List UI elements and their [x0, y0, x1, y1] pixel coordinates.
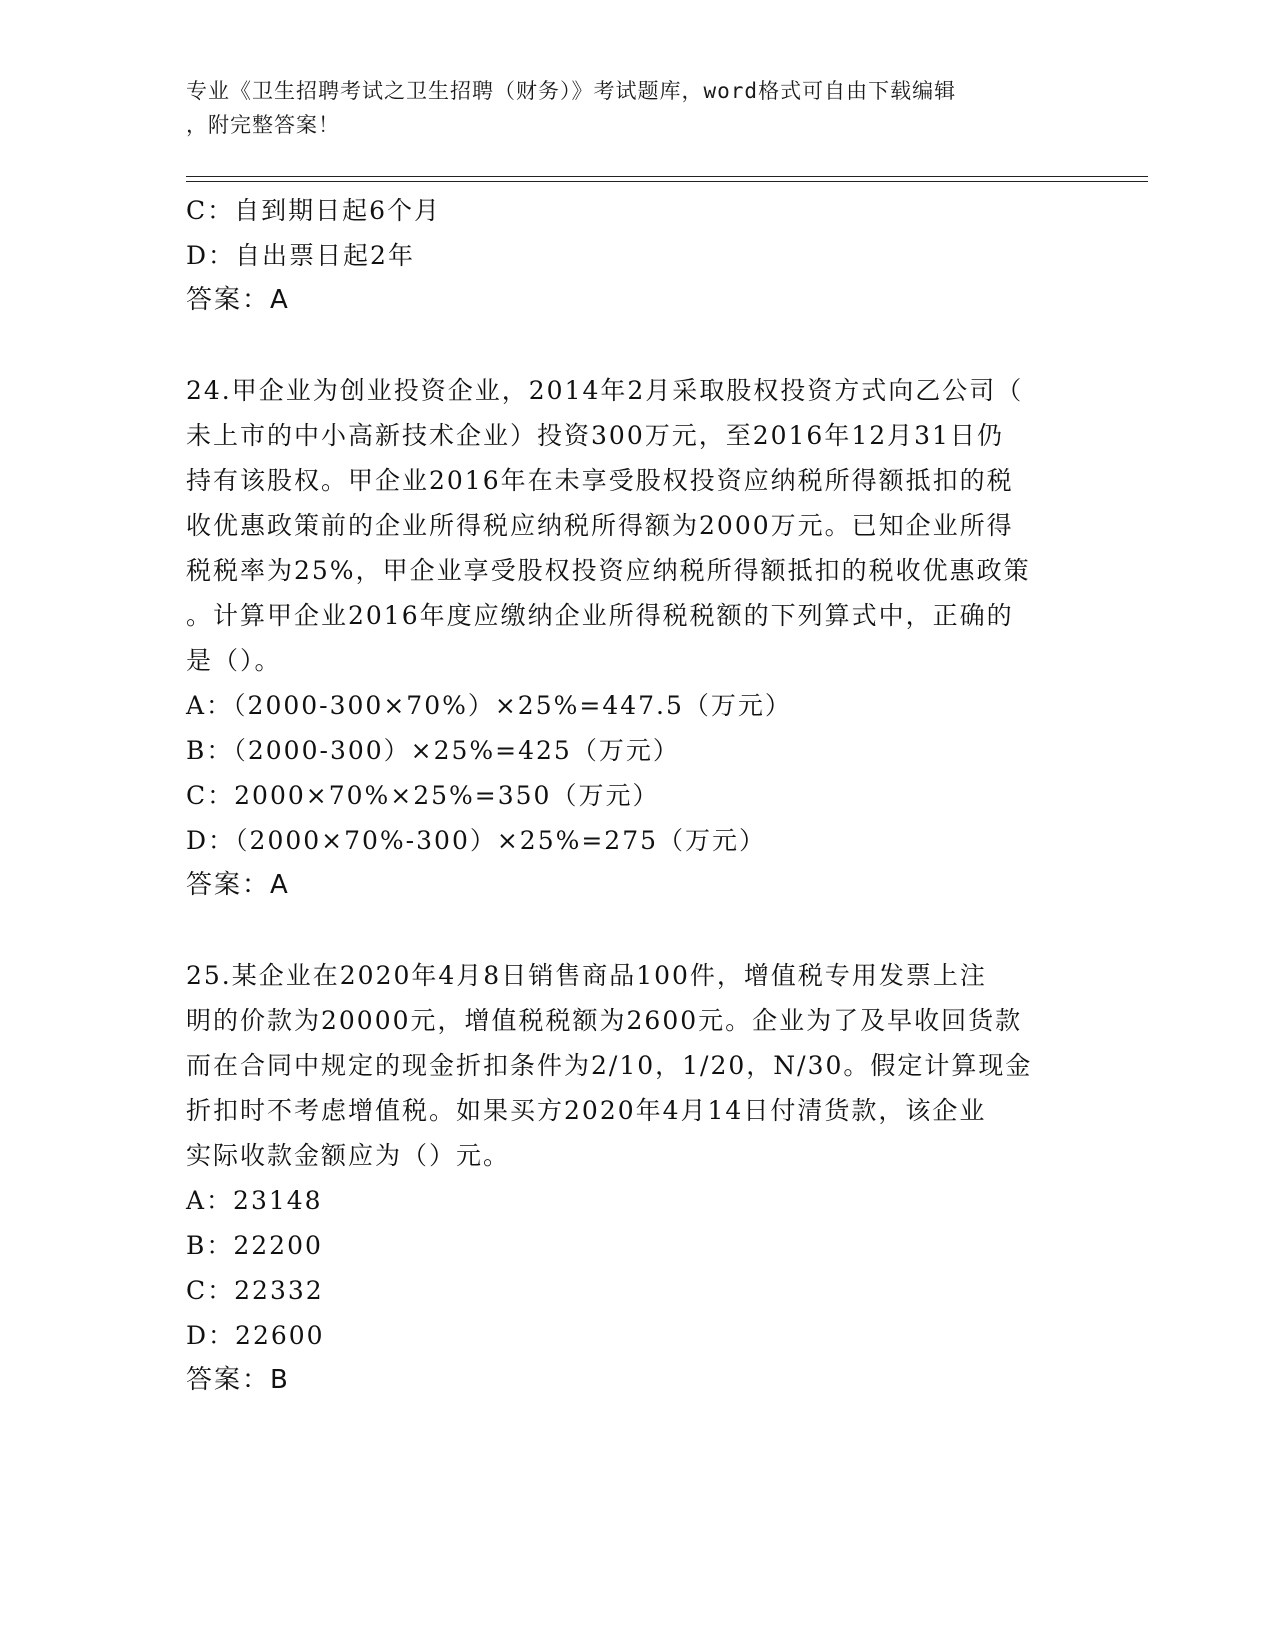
- question-stem-line: 而在合同中规定的现金折扣条件为2/10，1/20，N/30。假定计算现金: [186, 1051, 1033, 1080]
- question-stem-line: 明的价款为20000元，增值税税额为2600元。企业为了及早收回货款: [186, 1006, 1023, 1035]
- option-b: B：（2000-300）×25%=425（万元）: [186, 736, 680, 765]
- question-stem-line: 收优惠政策前的企业所得税应纳税所得额为2000万元。已知企业所得: [186, 511, 1014, 540]
- question-stem-line: 持有该股权。甲企业2016年在未享受股权投资应纳税所得额抵扣的税: [186, 466, 1014, 495]
- answer-line: 答案：A: [186, 285, 290, 315]
- header-line-1: 专业《卫生招聘考试之卫生招聘（财务）》考试题库，word格式可自由下载编辑: [186, 79, 957, 103]
- option-d: D：自出票日起2年: [186, 241, 415, 270]
- option-a: A：（2000-300×70%）×25%=447.5（万元）: [186, 691, 792, 720]
- spacer: [186, 323, 1066, 368]
- option-c: C：2000×70%×25%=350（万元）: [186, 781, 660, 810]
- answer-line: 答案：A: [186, 870, 290, 900]
- option-c: C：22332: [186, 1276, 324, 1305]
- question-stem-line: 24.甲企业为创业投资企业，2014年2月采取股权投资方式向乙公司（: [186, 376, 1024, 405]
- question-25: [186, 953, 1066, 1403]
- question-stem-line: 税税率为25%，甲企业享受股权投资应纳税所得额抵扣的税收优惠政策: [186, 556, 1031, 585]
- question-stem-line: 折扣时不考虑增值税。如果买方2020年4月14日付清货款，该企业: [186, 1096, 987, 1125]
- option-b: B：22200: [186, 1231, 323, 1260]
- header-divider: [186, 176, 1148, 182]
- question-23: [186, 188, 1066, 323]
- question-stem-line: 未上市的中小高新技术企业）投资300万元，至2016年12月31日仍: [186, 421, 1004, 450]
- spacer: [186, 908, 1066, 953]
- option-d: D：（2000×70%-300）×25%=275（万元）: [186, 826, 767, 855]
- question-stem-line: 。计算甲企业2016年度应缴纳企业所得税税额的下列算式中，正确的: [186, 601, 1014, 630]
- option-a: A：23148: [186, 1186, 323, 1215]
- option-d: D：22600: [186, 1321, 325, 1350]
- page-header: [186, 74, 1066, 142]
- question-stem-line: 实际收款金额应为（）元。: [186, 1141, 511, 1170]
- question-stem-line: 25.某企业在2020年4月8日销售商品100件，增值税专用发票上注: [186, 961, 987, 990]
- header-line-2: ，附完整答案！: [186, 113, 340, 137]
- question-24: [186, 368, 1066, 908]
- option-c: C：自到期日起6个月: [186, 196, 442, 225]
- answer-line: 答案：B: [186, 1365, 290, 1395]
- document-body: [186, 188, 1066, 1403]
- question-stem-line: 是（）。: [186, 646, 282, 675]
